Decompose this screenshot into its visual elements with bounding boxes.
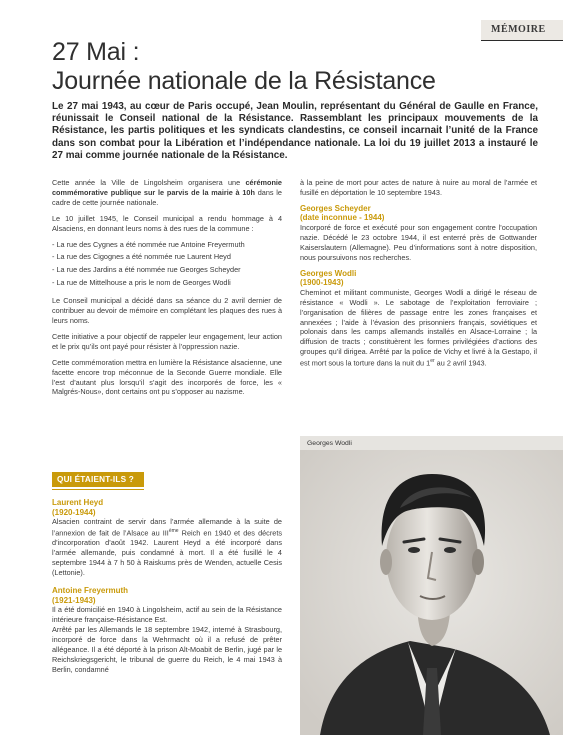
- heyd-dates: (1920-1944): [52, 507, 96, 517]
- ceremony-highlight: cérémonie commémorative publique sur le parvis de la mairie à 10h: [52, 178, 282, 197]
- ceremony-text-end: dans le cadre de cette journée nationale.: [52, 187, 282, 207]
- heyd-bio-text-end: Reich en 1940 et des décrets d’incorporation d’août 1942. Laurent Heyd a été incorporé dans l’armée allemande, puis condamné à mort. Il a été fusillé le 4 septembre 1944 à 7 h 50 à Raiskums près de Wenden, actuelle Cesis (Lettonie).: [52, 528, 282, 578]
- list-item: - La rue des Jardins a été nommée rue Georges Scheyder: [52, 265, 241, 275]
- heyd-bio-text: Alsacien contraint de servir dans l’armée allemande à la suite de l’annexion de fait de l’Alsace au III: [52, 517, 282, 538]
- photo-caption: Georges Wodli: [307, 440, 352, 447]
- portrait-illustration: [300, 436, 563, 735]
- title-line-date: 27 Mai :: [52, 38, 140, 66]
- who-were-they-banner: QUI ÉTAIENT-ILS ?: [52, 472, 144, 487]
- freyermuth-bio-1: Il a été domicilié en 1940 à Lingolsheim, actif au sein de la Résistance intérieure française-Résistance Est.: [52, 605, 282, 625]
- heyd-bio-superscript: ème: [168, 528, 179, 535]
- wodli-portrait-photo: [300, 436, 563, 735]
- section-rubric-tab: MÉMOIRE: [481, 20, 563, 40]
- list-item: - La rue des Cygnes a été nommée rue Antoine Freyermuth: [52, 239, 245, 249]
- wodli-name: Georges Wodli: [300, 268, 357, 278]
- freyermuth-name: Antoine Freyermuth: [52, 586, 129, 596]
- scheyder-bio: Incorporé de force et exécuté pour son engagement contre l’occupation nazie. Décédé le 23 octobre 1944, il est enterré près de Gottwander Kaiserslautern (Allemagne). Peu d’informations sont à notre disposition, nous poursuivons nos recherches.: [300, 223, 537, 262]
- rubric-rule: [481, 40, 563, 41]
- street-list: [52, 240, 282, 289]
- left-column: [52, 178, 282, 403]
- commemoration-paragraph: Cette commémoration mettra en lumière la Résistance alsacienne, une facette encore trop méconnue de la Seconde Guerre mondiale. Elle l’est d’autant plus lorsqu’il s’agit des incorporés de force, les « Malgrés-Nous», dont certains ont pu s’opposer au nazisme.: [52, 357, 282, 397]
- initiative-paragraph: Cette initiative a pour objectif de rappeler leur engagement, leur action et le prix qu’ils ont payé pour résister à l’oppression nazie.: [52, 331, 282, 351]
- title-line-event: Journée nationale de la Résistance: [52, 67, 436, 95]
- ceremony-text-start: Cette année la Ville de Lingolsheim organisera une: [52, 178, 246, 187]
- list-item: - La rue de Mittelhouse a pris le nom de Georges Wodli: [52, 278, 231, 288]
- continued-paragraph: à la peine de mort pour actes de nature à nuire au moral de l’armée et fusillé en déportation le 10 septembre 1943.: [300, 178, 537, 197]
- wodli-bio-text-end: au 2 avril 1943.: [434, 358, 487, 368]
- heyd-bio: [52, 517, 282, 578]
- scheyder-dates: (date inconnue - 1944): [300, 213, 385, 223]
- banner-rule: [52, 489, 144, 490]
- freyermuth-bio-2: Arrêté par les Allemands le 18 septembre 1942, interné à Strasbourg, incorporé de force dans la Wehrmacht où il a refusé de prêter allégeance. Il a été déporté à la prison Alt-Moabit de Berlin, jugé par le Reichskriegsgericht, le tribunal de guerre du Reich, le 4 mai 1943 à Berlin, condamné: [52, 625, 282, 674]
- page-title: [52, 38, 472, 96]
- scheyder-name: Georges Scheyder: [300, 203, 371, 213]
- biographies-column: [52, 498, 282, 683]
- freyermuth-dates: (1921-1943): [52, 595, 96, 605]
- list-item: - La rue des Cigognes a été nommée rue Laurent Heyd: [52, 252, 231, 262]
- wodli-bio-superscript: er: [430, 358, 435, 365]
- right-column: [300, 178, 537, 374]
- heyd-name: Laurent Heyd: [52, 498, 104, 507]
- wodli-bio: [300, 288, 537, 369]
- lead-paragraph: Le 27 mai 1943, au cœur de Paris occupé, Jean Moulin, représentant du Général de Gaulle en France, réunissait le Conseil national de la Résistance. Rassemblant les principaux mouvements de la Résistance, les partis politiques et les syndicats clandestins, ce conseil incarnait l’unité de la France dans son combat pour la Libération et l’indépendance nationale. La loi du 19 juillet 2013 a instauré le 27 mai comme journée nationale de la Résistance.: [52, 101, 538, 161]
- wodli-bio-text: Cheminot et militant communiste, Georges Wodli a dirigé le réseau de résistance « Wodli ». Le sabotage de l’exploitation ferroviaire ; l’organisation de filières de passage entre les zones françaises et annexées ; l’aide à l’évasion des prisonniers français, soviétiques et polonais dans les camps allemands installés en Alsace-Lorraine ; la diffusion de tracts ; constituèrent les formes privilégiées d’actions des groupes qu’il dirigea. Arrêté par la police de Vichy et livré à la Gestapo, il est mort sous la torture dans la nuit du 1: [300, 287, 537, 368]
- homage-paragraph: Le 10 juillet 1945, le Conseil municipal a rendu hommage à 4 Alsaciens, en donnant leurs noms à des rues de la commune :: [52, 213, 282, 233]
- wodli-dates: (1900-1943): [300, 278, 344, 288]
- council-paragraph: Le Conseil municipal a décidé dans sa séance du 2 avril dernier de contribuer au devoir de mémoire en complétant les plaques des rues à leurs noms.: [52, 296, 282, 325]
- ceremony-paragraph: [52, 178, 282, 208]
